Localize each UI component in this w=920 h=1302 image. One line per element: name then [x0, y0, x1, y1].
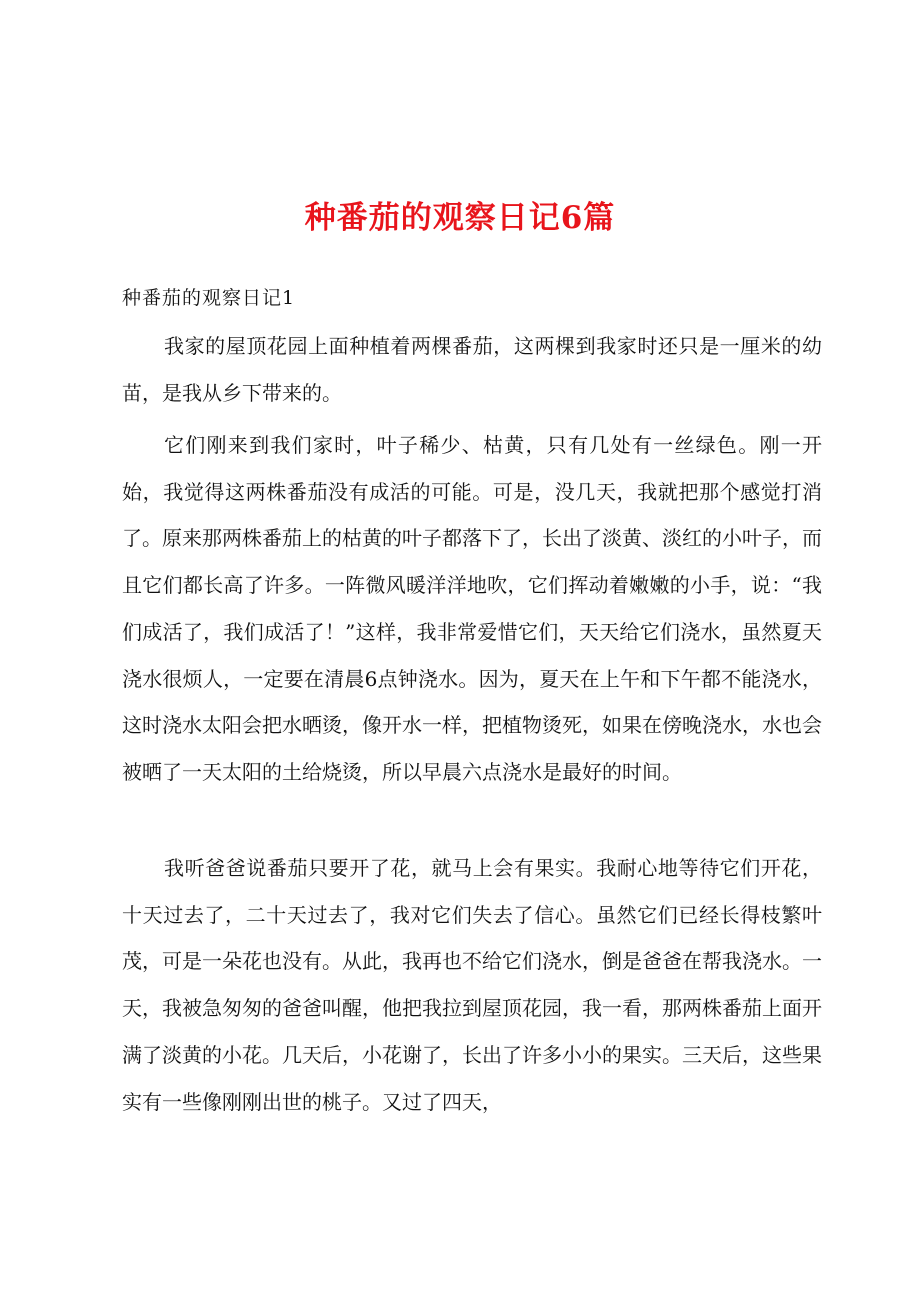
body-paragraph-2: 它们刚来到我们家时，叶子稀少、枯黄，只有几处有一丝绿色。刚一开始，我觉得这两株番茄没有成活的可能。可是，没几天，我就把那个感觉打消了。原来那两株番茄上的枯黄的叶子都落下了，长出了淡黄、淡红的小叶子，而且它们都长高了许多。一阵微风暖洋洋地吹，它们挥动着嫩嫩的小手，说：“我们成活了，我们成活了！”这样，我非常爱惜它们，天天给它们浇水，虽然夏天浇水很烦人，一定要在清晨6点钟浇水。因为，夏天在上午和下午都不能浇水，这时浇水太阳会把水晒烫，像开水一样，把植物烫死，如果在傍晚浇水，水也会被晒了一天太阳的土给烧烫，所以早晨六点浇水是最好的时间。 — [122, 433, 822, 784]
section-heading: 种番茄的观察日记1 — [122, 287, 296, 309]
document-title: 种番茄的观察日记6篇 — [304, 200, 616, 236]
body-paragraph-3: 我听爸爸说番茄只要开了花，就马上会有果实。我耐心地等待它们开花，十天过去了，二十天过去了，我对它们失去了信心。虽然它们已经长得枝繁叶茂，可是一朵花也没有。从此，我再也不给它们浇水，倒是爸爸在帮我浇水。一天，我被急匆匆的爸爸叫醒，他把我拉到屋顶花园，我一看，那两株番茄上面开满了淡黄的小花。几天后，小花谢了，长出了许多小小的果实。三天后，这些果实有一些像刚刚出世的桃子。又过了四天， — [122, 856, 822, 1114]
body-paragraph-1: 我家的屋顶花园上面种植着两棵番茄，这两棵到我家时还只是一厘米的幼苗，是我从乡下带来的。 — [122, 334, 822, 405]
